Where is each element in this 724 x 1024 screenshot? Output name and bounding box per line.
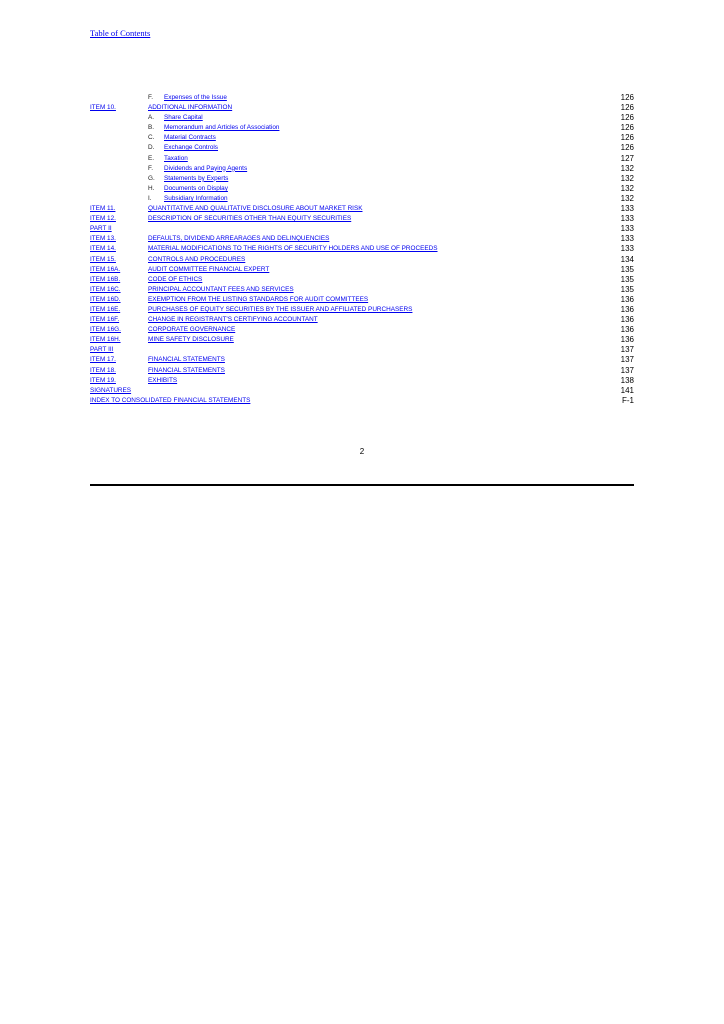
toc-item-link[interactable]: ITEM 16E. (90, 305, 121, 313)
toc-row (90, 132, 634, 142)
toc-page-number: 136 (620, 315, 634, 325)
toc-row (90, 375, 634, 385)
toc-page-number: 126 (620, 133, 634, 143)
toc-subsection-letter: F. (148, 94, 153, 101)
toc-row (90, 142, 634, 152)
toc-item-link[interactable]: ITEM 16D. (90, 295, 121, 303)
toc-row (90, 304, 634, 314)
toc-row (90, 274, 634, 284)
toc-page-number: 127 (620, 153, 634, 163)
toc-item-link[interactable]: ITEM 11. (90, 205, 116, 213)
toc-item-link[interactable]: ITEM 16H. (90, 336, 121, 344)
toc-page-number: 135 (620, 274, 634, 284)
toc-subsection-link[interactable]: Expenses of the Issue (164, 94, 227, 101)
toc-title-link[interactable]: FINANCIAL STATEMENTS (148, 366, 225, 374)
toc-page-number: 126 (620, 143, 634, 153)
toc-subsection-letter: E. (148, 154, 155, 162)
toc-page-number: F-1 (622, 395, 634, 405)
toc-page-number: 137 (620, 345, 634, 355)
toc-row (90, 183, 634, 193)
toc-row (90, 395, 634, 405)
toc-table (90, 92, 634, 405)
toc-row (90, 284, 634, 294)
toc-page-number: 126 (620, 93, 634, 102)
toc-row (90, 122, 634, 132)
toc-title-link[interactable]: AUDIT COMMITTEE FINANCIAL EXPERT (148, 265, 270, 273)
toc-subsection-letter: G. (148, 174, 155, 182)
toc-page-number: 133 (620, 244, 634, 254)
toc-row (90, 314, 634, 324)
toc-page-number: 135 (620, 284, 634, 294)
toc-subsection-link[interactable]: Statements by Experts (164, 174, 229, 182)
toc-page-number: 126 (620, 123, 634, 133)
toc-title-link[interactable]: CHANGE IN REGISTRANT'S CERTIFYING ACCOUNTANT (148, 316, 318, 324)
table-of-contents-link[interactable]: Table of Contents (90, 28, 151, 38)
toc-row (90, 223, 634, 233)
toc-page-number: 132 (620, 183, 634, 193)
toc-subsection-letter: H. (148, 184, 155, 192)
toc-item-link[interactable]: INDEX TO CONSOLIDATED FINANCIAL STATEMENTS (90, 396, 251, 404)
toc-item-link[interactable]: ITEM 16A. (90, 265, 121, 273)
toc-row (90, 203, 634, 213)
toc-page-number: 138 (620, 375, 634, 385)
toc-subsection-link[interactable]: Subsidiary Information (164, 194, 228, 202)
toc-item-link[interactable]: ITEM 16C. (90, 285, 121, 293)
toc-row (90, 102, 634, 112)
toc-row (90, 233, 634, 243)
toc-page-number: 126 (620, 113, 634, 123)
toc-title-link[interactable]: EXHIBITS (148, 376, 178, 384)
toc-row (90, 213, 634, 223)
toc-page-number: 136 (620, 294, 634, 304)
toc-subsection-letter: D. (148, 144, 155, 152)
toc-subsection-link[interactable]: Dividends and Paying Agents (164, 164, 248, 172)
toc-item-link[interactable]: ITEM 19. (90, 376, 116, 384)
toc-subsection-link[interactable]: Taxation (164, 154, 188, 162)
toc-title-link[interactable]: DEFAULTS, DIVIDEND ARREARAGES AND DELINQUENCIES (148, 235, 330, 243)
toc-item-link[interactable]: PART III (90, 346, 114, 354)
toc-title-link[interactable]: PRINCIPAL ACCOUNTANT FEES AND SERVICES (148, 285, 294, 293)
toc-page-number: 136 (620, 335, 634, 345)
toc-title-link[interactable]: PURCHASES OF EQUITY SECURITIES BY THE ISSUER AND AFFILIATED PURCHASERS (148, 305, 413, 313)
toc-title-link[interactable]: DESCRIPTION OF SECURITIES OTHER THAN EQUITY SECURITIES (148, 215, 352, 223)
toc-title-link[interactable]: ADDITIONAL INFORMATION (148, 104, 233, 112)
toc-item-link[interactable]: ITEM 17. (90, 356, 116, 364)
toc-page-number: 132 (620, 163, 634, 173)
toc-row (90, 324, 634, 334)
toc-row (90, 193, 634, 203)
toc-page-number: 133 (620, 224, 634, 234)
toc-row (90, 112, 634, 122)
toc-title-link[interactable]: QUANTITATIVE AND QUALITATIVE DISCLOSURE ABOUT MARKET RISK (148, 205, 363, 213)
toc-page-number: 134 (620, 254, 634, 264)
toc-row (90, 92, 634, 102)
toc-subsection-link[interactable]: Exchange Controls (164, 144, 218, 152)
toc-page-number: 132 (620, 173, 634, 183)
toc-item-link[interactable]: ITEM 15. (90, 255, 116, 263)
toc-page-number: 133 (620, 214, 634, 224)
toc-subsection-letter: C. (148, 134, 155, 142)
toc-row (90, 173, 634, 183)
toc-title-link[interactable]: CONTROLS AND PROCEDURES (148, 255, 246, 263)
toc-item-link[interactable]: PART II (90, 225, 112, 233)
toc-page-number: 133 (620, 234, 634, 244)
toc-subsection-letter: B. (148, 124, 155, 132)
toc-subsection-link[interactable]: Material Contracts (164, 134, 216, 142)
toc-title-link[interactable]: EXEMPTION FROM THE LISTING STANDARDS FOR AUDIT COMMITTEES (148, 295, 369, 303)
toc-item-link[interactable]: SIGNATURES (90, 386, 132, 394)
page-divider (90, 484, 634, 486)
toc-subsection-link[interactable]: Memorandum and Articles of Association (164, 124, 280, 132)
toc-row (90, 294, 634, 304)
toc-title-link[interactable]: CODE OF ETHICS (148, 275, 203, 283)
toc-page-number: 137 (620, 365, 634, 375)
toc-subsection-letter: A. (148, 114, 155, 122)
toc-page-number: 136 (620, 325, 634, 335)
toc-item-link[interactable]: ITEM 16F. (90, 316, 120, 324)
toc-item-link[interactable]: ITEM 12. (90, 215, 116, 223)
toc-page-number: 126 (620, 103, 634, 113)
toc-item-link[interactable]: ITEM 18. (90, 366, 116, 374)
toc-subsection-letter: I. (148, 194, 152, 202)
toc-subsection-link[interactable]: Documents on Display (164, 184, 228, 192)
toc-title-link[interactable]: FINANCIAL STATEMENTS (148, 356, 225, 364)
toc-subsection-letter: F. (148, 164, 153, 172)
toc-page-number: 132 (620, 193, 634, 203)
toc-item-link[interactable]: ITEM 13. (90, 235, 116, 243)
toc-page-number: 137 (620, 355, 634, 365)
page-number: 2 (359, 447, 365, 456)
toc-item-link[interactable]: ITEM 14. (90, 245, 116, 253)
toc-page-number: 141 (620, 385, 634, 395)
toc-row (90, 334, 634, 344)
toc-item-link[interactable]: ITEM 16B. (90, 275, 121, 283)
toc-item-link[interactable]: ITEM 16G. (90, 326, 121, 334)
toc-page-number: 136 (620, 304, 634, 314)
toc-row (90, 264, 634, 274)
toc-title-link[interactable]: CORPORATE GOVERNANCE (148, 326, 236, 334)
toc-page-number: 133 (620, 204, 634, 214)
toc-row (90, 163, 634, 173)
toc-row (90, 354, 634, 364)
toc-row (90, 385, 634, 395)
toc-row (90, 254, 634, 264)
toc-subsection-link[interactable]: Share Capital (164, 114, 203, 122)
toc-row (90, 365, 634, 375)
toc-page-number: 135 (620, 264, 634, 274)
toc-title-link[interactable]: MATERIAL MODIFICATIONS TO THE RIGHTS OF SECURITY HOLDERS AND USE OF PROCEEDS (148, 245, 438, 253)
toc-row (90, 344, 634, 354)
toc-row (90, 153, 634, 163)
toc-row (90, 243, 634, 253)
toc-title-link[interactable]: MINE SAFETY DISCLOSURE (148, 336, 234, 344)
toc-item-link[interactable]: ITEM 10. (90, 104, 116, 112)
